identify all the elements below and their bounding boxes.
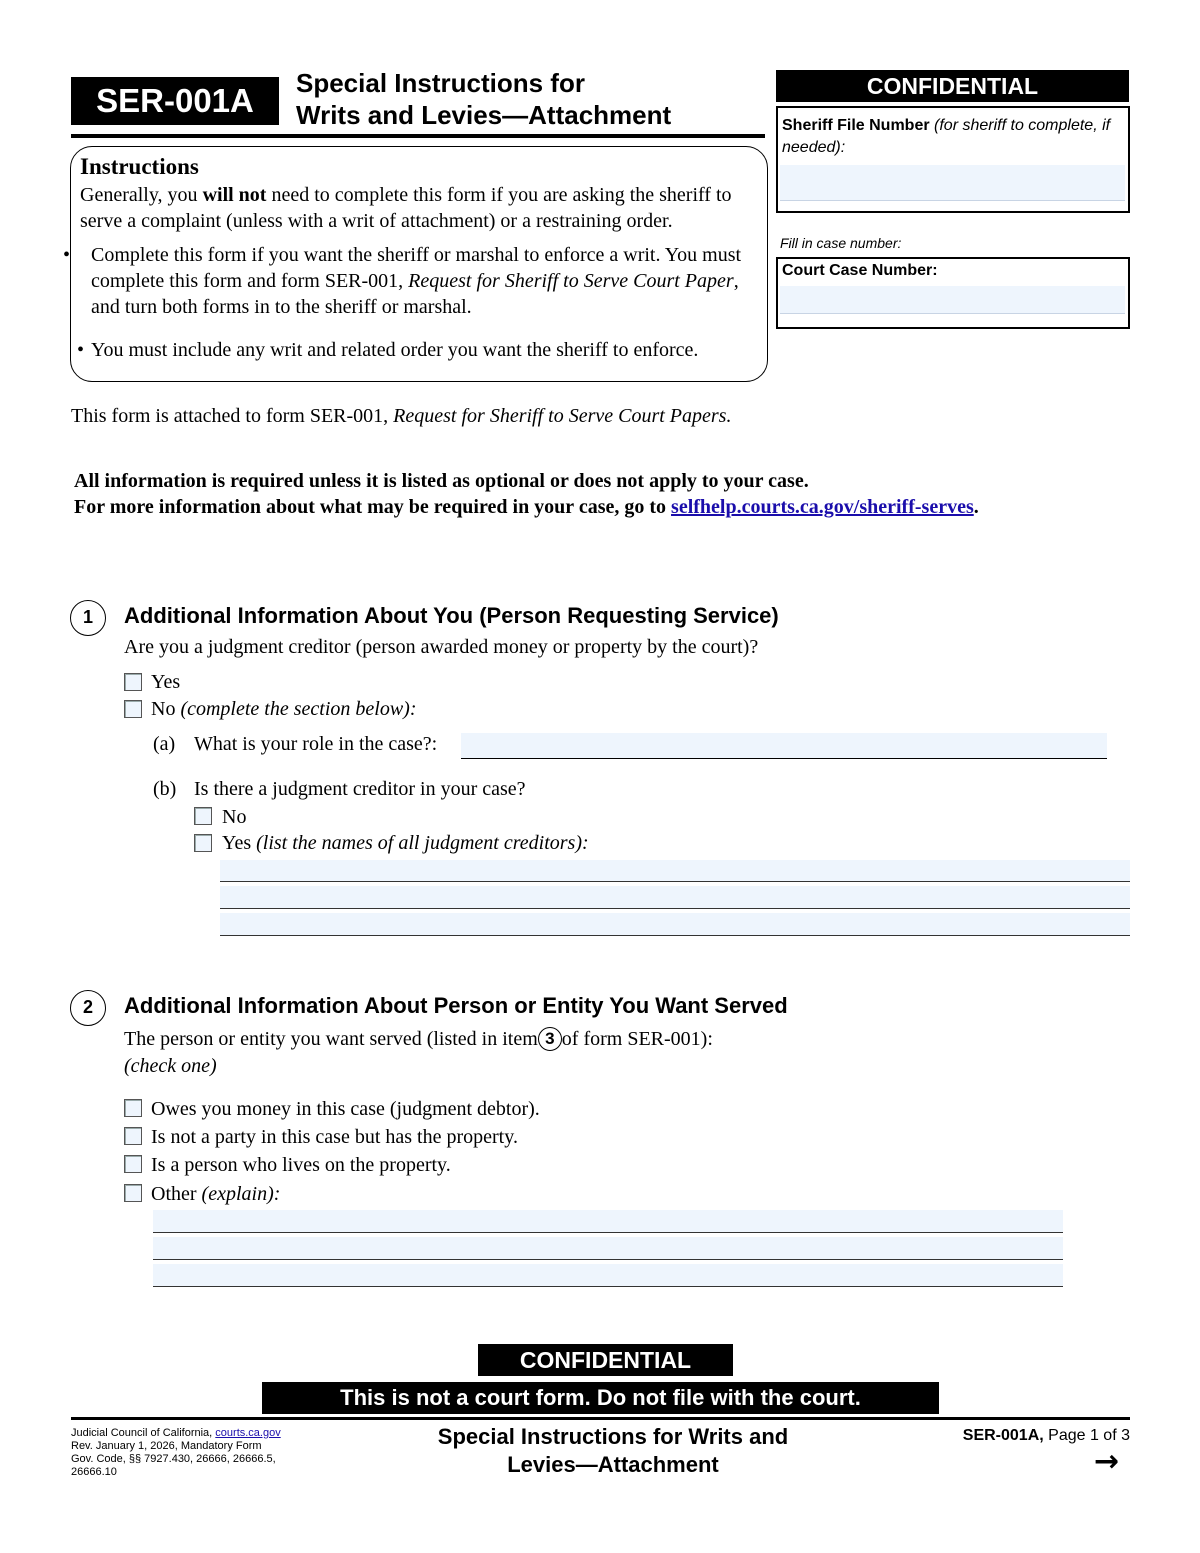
judgment-creditor-no-label [151, 696, 416, 722]
section-2-number: 2 [70, 990, 106, 1026]
not-party-checkbox[interactable] [124, 1127, 142, 1145]
footer-title-line2: Levies—Attachment [507, 1452, 719, 1477]
footer-page-info [900, 1427, 1130, 1445]
required-line2-text: For more information about what may be required in your case, go to [74, 496, 672, 518]
footer-citation [71, 1427, 331, 1479]
form-id: SER-001A [71, 77, 279, 125]
bullet-1-text2: , and turn both forms in to the sheriff or marshal. [91, 270, 739, 318]
section-1-number: 1 [70, 600, 106, 636]
required-note-line2 [74, 496, 979, 519]
footer-council-line [71, 1427, 331, 1440]
confidential-banner-bottom: CONFIDENTIAL [478, 1344, 733, 1376]
bullet-1-text: Complete this form if you want the sheriff or marshal to enforce a writ. You must complete this form and form SER-001, [91, 244, 742, 292]
sheriff-file-label [782, 115, 1122, 159]
no-note: (complete the section below): [180, 698, 417, 720]
other-note: (explain): [201, 1183, 281, 1205]
required-period: . [973, 496, 979, 518]
section-2-title: Additional Information About Person or Entity You Want Served [124, 993, 788, 1018]
footer-divider [71, 1417, 1130, 1420]
form-title-line1: Special Instructions for [296, 68, 585, 98]
case-number-hint: Fill in case number: [780, 235, 902, 251]
not-party-label: Is not a party in this case but has the property. [151, 1126, 518, 1148]
footer-gov-code: Gov. Code, §§ 7927.430, 26666, 26666.5, [71, 1453, 276, 1465]
footer-title-line1: Special Instructions for Writs and [437, 1424, 789, 1449]
owes-money-label: Owes you money in this case (judgment debtor). [151, 1098, 540, 1120]
court-case-number-field[interactable] [780, 286, 1125, 314]
instructions-bullet-1: • Complete this form if you want the sheriff or marshal to enforce a writ. You must complete this form and form SER-001, Request for Sheriff to Serve Court Paper, and turn both forms in to the sheriff or marshal. [63, 244, 742, 318]
sheriff-file-label-bold: Sheriff File Number [782, 117, 930, 134]
other-label [151, 1181, 280, 1207]
instructions-paragraph [80, 182, 766, 234]
section-2-intro [124, 1026, 713, 1052]
bullet-1-italic: Request for Sheriff to Serve Court Paper [408, 270, 734, 292]
next-page-arrow-icon[interactable]: → [1094, 1444, 1120, 1479]
creditor-question: Is there a judgment creditor in your case? [194, 778, 526, 800]
footer-revision: Rev. January 1, 2026, Mandatory Form [71, 1440, 262, 1452]
creditor-yes-label [222, 830, 589, 856]
owes-money-checkbox[interactable] [124, 1099, 142, 1117]
check-one-note: (check one) [124, 1055, 217, 1077]
creditor-yes-checkbox[interactable] [194, 834, 212, 852]
other-text: Other [151, 1183, 202, 1205]
form-title-line2: Writs and Levies—Attachment [296, 100, 672, 130]
header-divider [71, 134, 765, 138]
creditor-no-checkbox[interactable] [194, 807, 212, 825]
case-number-label: Court Case Number: [782, 262, 938, 279]
other-checkbox[interactable] [124, 1184, 142, 1202]
form-title [296, 67, 766, 131]
footer-title [420, 1423, 806, 1479]
sheriff-file-label-note: (for sheriff to complete, if needed): [782, 117, 1111, 156]
creditor-yes-note: (list the names of all judgment creditors): [256, 832, 589, 854]
item-3-ref: 3 [538, 1027, 562, 1051]
attached-text: This form is attached to form SER-001, [71, 405, 394, 427]
courts-link[interactable]: courts.ca.gov [215, 1427, 281, 1439]
bullet-2-text: You must include any writ and related order you want the sheriff to enforce. [91, 339, 699, 361]
lives-on-property-label: Is a person who lives on the property. [151, 1154, 451, 1176]
creditor-no-label: No [222, 806, 247, 828]
footer-gov-code-2: 26666.10 [71, 1466, 117, 1478]
section-1-question: Are you a judgment creditor (person awarded money or property by the court)? [124, 636, 759, 658]
instructions-title: Instructions [80, 154, 199, 179]
role-question: What is your role in the case?: [194, 733, 438, 755]
creditor-yes-text: Yes [222, 832, 257, 854]
judgment-creditor-yes-label: Yes [151, 671, 181, 693]
explain-line-1[interactable] [153, 1210, 1063, 1233]
lives-on-property-checkbox[interactable] [124, 1155, 142, 1173]
intro-text: The person or entity you want served (listed in item [124, 1028, 538, 1050]
sheriff-file-number-field[interactable] [780, 165, 1125, 201]
footer-page-number: Page 1 of 3 [1043, 1427, 1130, 1444]
not-court-form-banner: This is not a court form. Do not file with the court. [262, 1382, 939, 1414]
confidential-banner-top: CONFIDENTIAL [776, 70, 1129, 102]
selfhelp-link[interactable]: selfhelp.courts.ca.gov/sheriff-serves [671, 496, 974, 518]
item-b-label: (b) [153, 778, 177, 800]
section-1-title: Additional Information About You (Person Requesting Service) [124, 603, 779, 628]
instructions-bullet-2: • You must include any writ and related order you want the sheriff to enforce. [77, 339, 699, 361]
intro-text2: of form SER-001): [561, 1028, 713, 1050]
item-a-label: (a) [153, 733, 176, 755]
creditor-names-line-2[interactable] [220, 886, 1130, 909]
council-text: Judicial Council of California, [71, 1427, 216, 1439]
required-note-line1: All information is required unless it is listed as optional or does not apply to your case. [74, 470, 809, 492]
creditor-names-line-1[interactable] [220, 860, 1130, 882]
creditor-names-line-3[interactable] [220, 913, 1130, 936]
explain-line-3[interactable] [153, 1264, 1063, 1287]
judgment-creditor-no-checkbox[interactable] [124, 700, 142, 718]
instructions-p1-bold: will not [202, 184, 267, 206]
judgment-creditor-yes-checkbox[interactable] [124, 673, 142, 691]
attached-italic: Request for Sheriff to Serve Court Papers. [393, 405, 732, 427]
attached-note [71, 405, 731, 428]
instructions-p1-text2: need to complete this form if you are asking the sheriff to serve a complaint (unless with a writ of attachment) or a restraining order. [80, 184, 732, 232]
instructions-p1-text: Generally, you [80, 184, 203, 206]
footer-form-ref: SER-001A, [962, 1427, 1044, 1444]
role-in-case-field[interactable] [461, 733, 1107, 759]
no-text: No [151, 698, 181, 720]
explain-line-2[interactable] [153, 1237, 1063, 1260]
